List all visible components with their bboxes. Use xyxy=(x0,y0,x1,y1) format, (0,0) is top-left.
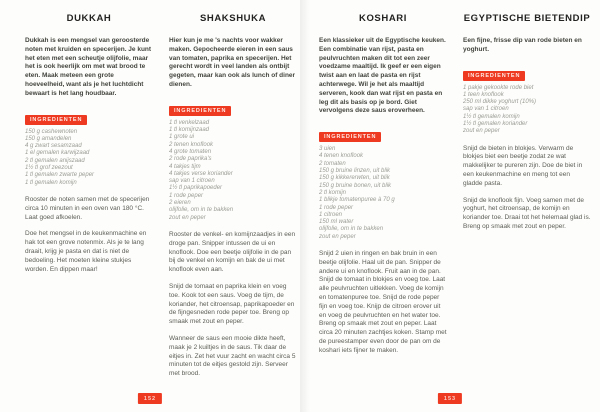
ingredient-line: olijfolie, om in te bakken xyxy=(319,226,384,233)
ingredient-line: 1 pakje gekookte rode biet xyxy=(463,84,534,91)
ingredient-line: 150 g bruine bonen, uit blik xyxy=(319,182,392,189)
ingredient-line: 2 eieren xyxy=(169,200,191,207)
recipe-intro: Hier kun je me 's nachts voor wakker maken. Gepocheerde eieren in een saus van tomaten, paprika en specerijen. Het gerecht wordt in veel landen als ontbijt gegeten, maar kan ook als lunch of diner dienen. xyxy=(169,37,296,88)
page-number-right: 153 xyxy=(438,393,462,404)
ingredient-line: 4 grote tomaten xyxy=(169,148,212,155)
ingredients-badge: INGREDIENTEN xyxy=(319,132,381,142)
ingredient-line: 2 tomaten xyxy=(319,160,346,167)
step-paragraph: Snijd de tomaat en paprika klein en voeg toe. Kook tot een saus. Voeg de tijm, de koriander, het citroensap, paprikapoeder en de fijngesneden rode peper toe. Breng op smaak met zout en peper. xyxy=(169,282,295,326)
ingredients-badge: INGREDIENTEN xyxy=(463,71,525,81)
ingredient-line: olijfolie, om in te bakken xyxy=(169,207,234,214)
ingredient-line: 150 g cashewnoten xyxy=(25,128,78,135)
step-paragraph: Snijd de knoflook fijn. Voeg samen met de yoghurt, het citroensap, de komijn en koriander toe. Draai tot het helemaal glad is. Breng op smaak met zout en peper. xyxy=(463,196,591,231)
ingredient-line: 1½ tl gemalen komijn xyxy=(463,113,520,120)
recipe-title: EGYPTISCHE BIETENDIP xyxy=(463,13,591,24)
right-page xyxy=(300,0,600,412)
ingredient-line: 4 takjes verse koriander xyxy=(169,170,233,177)
ingredient-line: 1½ tl gemalen koriander xyxy=(463,121,528,128)
ingredient-line: 1 tl gemalen zwarte peper xyxy=(25,172,95,179)
ingredients-list xyxy=(319,146,447,241)
recipe-steps xyxy=(169,231,297,379)
ingredient-line: 1 el gemalen karwijzaad xyxy=(25,150,90,157)
ingredient-line: 1 tl venkelzaad xyxy=(169,119,210,126)
ingredients-list xyxy=(169,120,297,222)
ingredient-line: 3 uien xyxy=(319,146,336,153)
right-page-columns xyxy=(319,13,591,364)
ingredient-line: 150 g bruine linzen, uit blik xyxy=(319,168,391,175)
page-number-left: 152 xyxy=(138,393,162,404)
ingredient-line: zout en peper xyxy=(463,128,500,135)
ingredient-line: 1 rode peper xyxy=(319,204,354,211)
ingredient-line: 4 g zwart sesamzaad xyxy=(25,143,82,150)
recipe-koshari xyxy=(319,13,447,364)
recipe-title: DUKKAH xyxy=(66,13,112,24)
recipe-title: KOSHARI xyxy=(358,13,407,24)
ingredients-list xyxy=(25,129,153,187)
ingredient-line: 4 tenen knoflook xyxy=(319,153,364,160)
ingredients-badge: INGREDIENTEN xyxy=(169,106,231,116)
ingredient-line: 1 rode peper xyxy=(169,192,204,199)
ingredient-line: 1 grote ui xyxy=(169,134,195,141)
ingredient-line: 150 g kikkererwten, uit blik xyxy=(319,175,390,182)
ingredient-line: sap van 1 citroen xyxy=(463,106,509,113)
ingredient-line: zout en peper xyxy=(319,233,356,240)
ingredient-line: 2 tl komijn xyxy=(319,189,347,196)
left-page-columns xyxy=(25,13,296,387)
step-paragraph: Snijd de bieten in blokjes. Verwarm de blokjes biet een beetje zodat ze wat makkelijker te pureren zijn. Doe de biet in een keukenmachine en meng tot een gladde pasta. xyxy=(463,144,583,187)
ingredient-line: 1 blikje tomatenpuree à 70 g xyxy=(319,197,395,204)
ingredient-line: zout en peper xyxy=(169,214,206,221)
step-paragraph: Snijd 2 uien in ringen en bak bruin in een beetje olijfolie. Haal uit de pan. Snipper de andere ui en knoflook. Fruit aan in de pan. Snijd de tomaat in blokjes en voeg toe. Laat alle peulvruchten uitlekken. Voeg de komijn en tomatenpuree toe. Snijd de rode peper fijn en voeg toe. Knijp de citroen erover uit en voeg de peulvruchten en het water toe. Breng op smaak met zout en peper. Laat circa 20 minuten zachtjes koken. Stamp met de pureestamper even door de pan om de koshari iets fijner te maken. xyxy=(319,250,447,354)
ingredient-line: 2 rode paprika's xyxy=(169,156,212,163)
ingredient-line: 1½ tl grof zeezout xyxy=(25,165,73,172)
ingredient-line: 250 ml dikke yoghurt (10%) xyxy=(463,99,537,106)
ingredient-line: 4 takjes tijm xyxy=(169,163,201,170)
recipe-intro: Een fijne, frisse dip van rode bieten en yoghurt. xyxy=(463,37,582,53)
recipe-shakshuka xyxy=(169,13,297,387)
step-paragraph: Wanneer de saus een mooie dikte heeft, maak je 2 kuiltjes in de saus. Tik daar de eitjes in. Zet het vuur zacht en wacht circa 5 minuten tot de eitjes gestold zijn. Serveer met brood. xyxy=(169,334,296,378)
recipe-steps xyxy=(463,145,591,232)
ingredient-line: 1 tl gemalen komijn xyxy=(25,179,77,186)
recipe-dukkah xyxy=(25,13,153,387)
ingredient-line: 150 ml water xyxy=(319,219,354,226)
ingredients-badge: INGREDIENTEN xyxy=(25,115,87,125)
recipe-title: SHAKSHUKA xyxy=(199,13,267,24)
step-paragraph: Rooster de venkel- en komijnzaadjes in een droge pan. Snipper intussen de ui en knoflook. Doe een beetje olijfolie in de pan bij de venkel en komijn en bak de ui met knoflook even aan. xyxy=(169,230,296,274)
recipe-intro: Dukkah is een mengsel van geroosterde noten met kruiden en specerijen. Je kunt het eten met een scheutje olijfolie, maar het is ook heerlijk om met wat brood te eten. Maak meteen een grote hoeveelheid, want als je het luchtdicht bewaart is het lang houdbaar. xyxy=(25,37,152,97)
ingredient-line: 2 tl gemalen anijszaad xyxy=(25,157,85,164)
step-paragraph: Rooster de noten samen met de specerijen circa 10 minuten in een oven van 180 °C. Laat goed afkoelen. xyxy=(25,195,150,221)
ingredient-line: 150 g amandelen xyxy=(25,135,72,142)
ingredient-line: 1½ tl paprikapoeder xyxy=(169,185,223,192)
ingredients-list xyxy=(463,85,591,136)
recipe-egyptische-bietendip xyxy=(463,13,591,364)
ingredient-line: 1 citroen xyxy=(319,211,343,218)
ingredient-line: sap van 1 citroen xyxy=(169,178,215,185)
recipe-intro: Een klassieker uit de Egyptische keuken. Een combinatie van rijst, pasta en peulvruchten maken dit tot een zeer voedzame maaltijd. Ik geef er een eigen twist aan en laat de pasta en rijst achterwege. Wil je het als maaltijd serveren, kook dan wat rijst en pasta en leg dit als basis op je bord. Giet vervolgens deze saus eroverheen. xyxy=(319,37,446,115)
recipe-steps xyxy=(319,250,447,356)
recipe-steps xyxy=(25,196,153,274)
ingredient-line: 2 tenen knoflook xyxy=(169,141,214,148)
ingredient-line: 1 tl komijnzaad xyxy=(169,127,210,134)
ingredient-line: 1 teen knoflook xyxy=(463,91,504,98)
step-paragraph: Doe het mengsel in de keukenmachine en hak tot een grove notenmix. Als je te lang draait, krijg je pasta en dat is niet de bedoeling. Het moeten kleine stukjes worden. En dippen maar! xyxy=(25,230,147,273)
